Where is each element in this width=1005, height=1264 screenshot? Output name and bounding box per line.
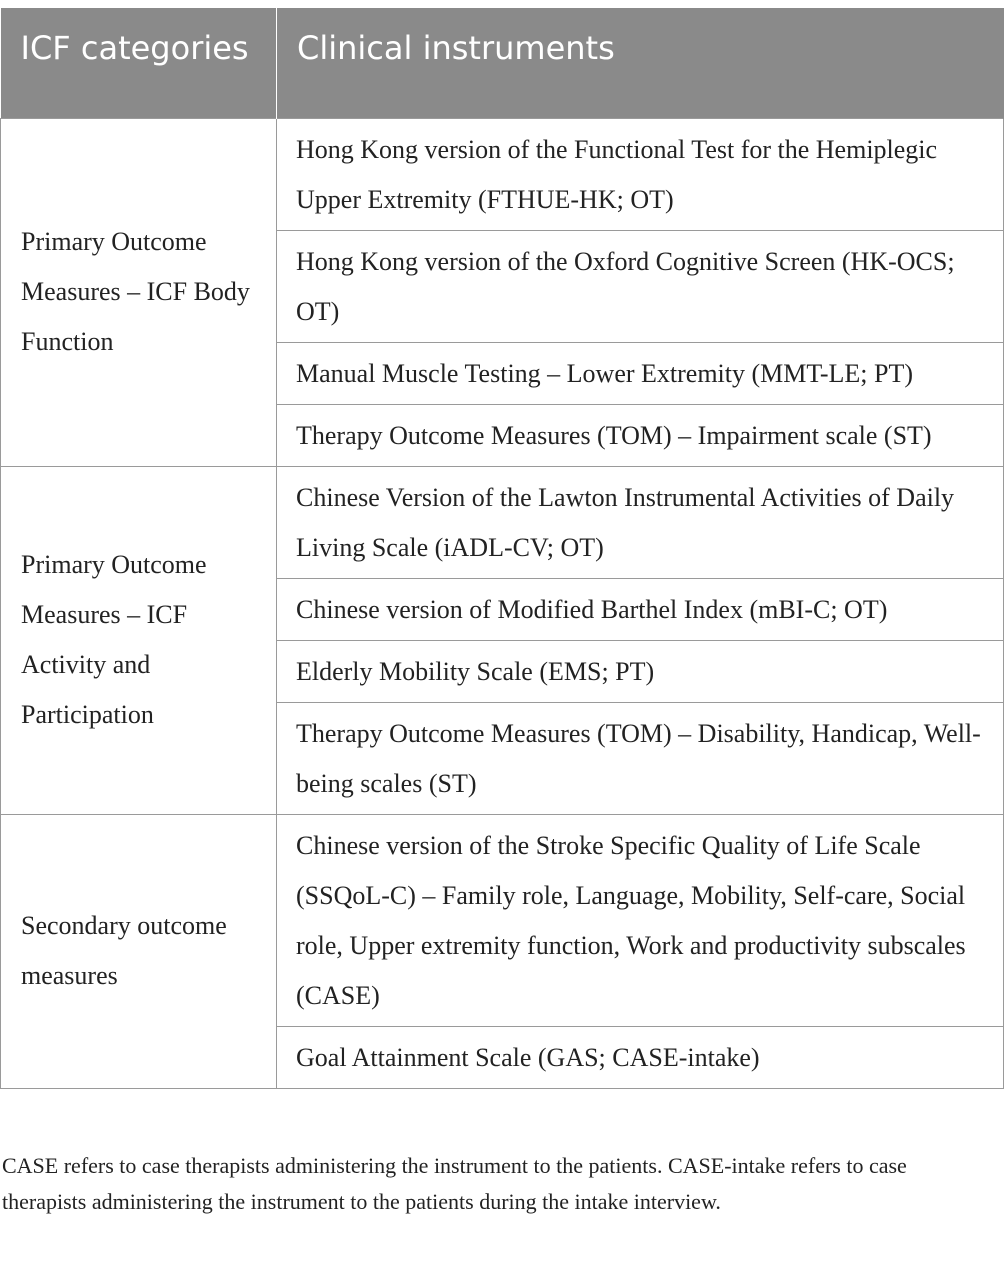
instrument-cell: Chinese Version of the Lawton Instrumental Activities of Daily Living Scale (iADL-CV; OT) <box>277 466 1004 578</box>
instrument-cell: Therapy Outcome Measures (TOM) – Impairment scale (ST) <box>277 404 1004 466</box>
instrument-cell: Chinese version of the Stroke Specific Quality of Life Scale (SSQoL-C) – Family role, Language, Mobility, Self-care, Social role, Upper extremity function, Work and productivity subscales (CASE) <box>277 814 1004 1026</box>
table-row <box>1 118 1004 230</box>
icf-instruments-table <box>0 8 1004 1089</box>
category-secondary-outcome: Secondary outcome measures <box>1 814 277 1088</box>
instrument-cell: Elderly Mobility Scale (EMS; PT) <box>277 640 1004 702</box>
table-header-row <box>1 8 1004 118</box>
instrument-cell: Hong Kong version of the Functional Test for the Hemiplegic Upper Extremity (FTHUE-HK; OT) <box>277 118 1004 230</box>
table-row <box>1 814 1004 1026</box>
instrument-cell: Chinese version of Modified Barthel Index (mBI-C; OT) <box>277 578 1004 640</box>
table-footnote: CASE refers to case therapists administering the instrument to the patients. CASE-intake refers to case therapists administering the instrument to the patients during the intake interview. <box>2 1153 907 1214</box>
instrument-cell: Goal Attainment Scale (GAS; CASE-intake) <box>277 1026 1004 1088</box>
category-activity-participation: Primary Outcome Measures – ICF Activity and Participation <box>1 466 277 814</box>
header-clinical-instruments: Clinical instruments <box>277 8 1004 118</box>
category-body-function: Primary Outcome Measures – ICF Body Function <box>1 118 277 466</box>
table-row <box>1 466 1004 578</box>
instrument-cell: Manual Muscle Testing – Lower Extremity (MMT-LE; PT) <box>277 342 1004 404</box>
instrument-cell: Therapy Outcome Measures (TOM) – Disability, Handicap, Well-being scales (ST) <box>277 702 1004 814</box>
header-icf-categories: ICF categories <box>1 8 277 118</box>
instrument-cell: Hong Kong version of the Oxford Cognitive Screen (HK-OCS; OT) <box>277 230 1004 342</box>
